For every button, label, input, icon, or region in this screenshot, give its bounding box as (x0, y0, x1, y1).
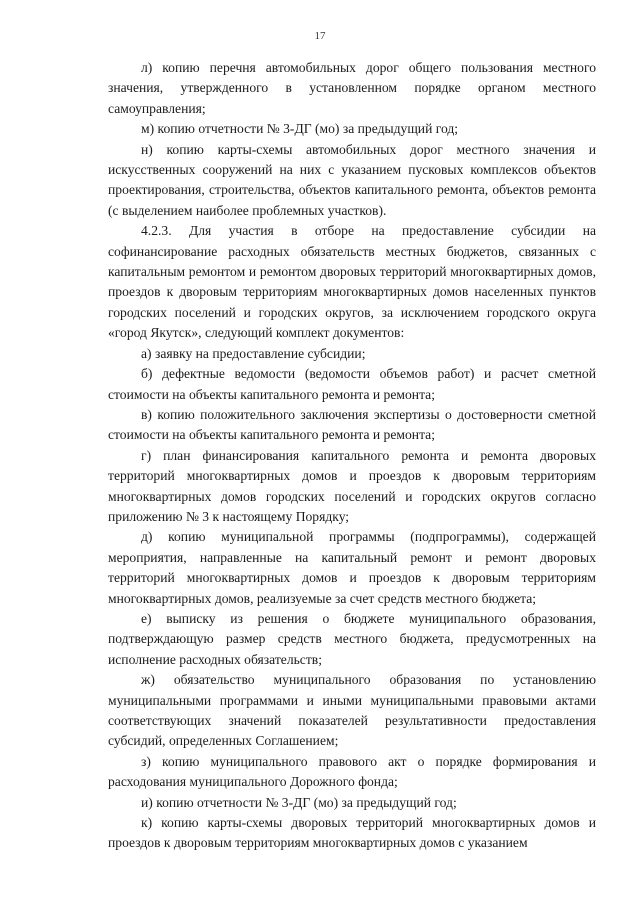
paragraph-zh: ж) обязательство муниципального образования по установлению муниципальными программами и иными муниципальными правовыми актами соответствующих значений показателей результативности предоставления субсидий, определенных Соглашением; (108, 672, 596, 749)
paragraph-e: е) выписку из решения о бюджете муниципального образования, подтверждающую размер средств местного бюджета, предусмотренных на исполнение расходных обязательств; (108, 610, 596, 667)
paragraph-b: б) дефектные ведомости (ведомости объемов работ) и расчет сметной стоимости на объекты капитального ремонта и ремонта; (108, 366, 596, 402)
paragraph-k: к) копию карты-схемы дворовых территорий многоквартирных домов и проездов к дворовым территориям многоквартирных домов с указанием (108, 815, 596, 851)
paragraph-l: л) копию перечня автомобильных дорог общего пользования местного значения, утвержденного в установленном порядке органом местного самоуправления; (108, 60, 596, 116)
paragraph-a: а) заявку на предоставление субсидии; (141, 345, 366, 361)
paragraph-m: м) копию отчетности № 3-ДГ (мо) за предыдущий год; (141, 121, 459, 137)
page-number: 17 (314, 30, 326, 42)
paragraph-z: з) копию муниципального правового акт о порядке формирования и расходования муниципального Дорожного фонда; (108, 753, 596, 790)
paragraph-i: и) копию отчетности № 3-ДГ (мо) за предыдущий год; (141, 794, 457, 810)
paragraph-v: в) копию положительного заключения экспертизы о достоверности сметной стоимости на объекты капитального ремонта и ремонта; (108, 406, 596, 443)
paragraph-n: н) копию карты-схемы автомобильных дорог местного значения и искусственных сооружений на них с указанием пусковых комплексов объектов проектирования, строительства, объектов капитального ремонта, объектов ремонта (с выделением наиболее проблемных участков). (108, 141, 596, 218)
paragraph-d: д) копию муниципальной программы (подпрограммы), содержащей мероприятия, направленные на капитальный ремонт и ремонт дворовых территорий многоквартирных домов и проездов к дворовым территориям многоквартирных домов, реализуемые за счет средств местного бюджета; (108, 529, 596, 606)
paragraph-4-2-3: 4.2.3. Для участия в отборе на предоставление субсидии на софинансирование расходных обязательств местных бюджетов, связанных с капитальным ремонтом и ремонтом дворовых территорий многоквартирных домов, проездов к дворовым территориям многоквартирных домов населенных пунктов городских поселений и городских округов, за исключением городского округа «город Якутск», следующий комплект документов: (108, 223, 596, 341)
paragraph-g: г) план финансирования капитального ремонта и ремонта дворовых территорий многоквартирных домов и проездов к дворовым территориям многоквартирных домов городских поселений и городских округов согласно приложению № 3 к настоящему Порядку; (108, 447, 596, 524)
document-body (108, 58, 596, 854)
